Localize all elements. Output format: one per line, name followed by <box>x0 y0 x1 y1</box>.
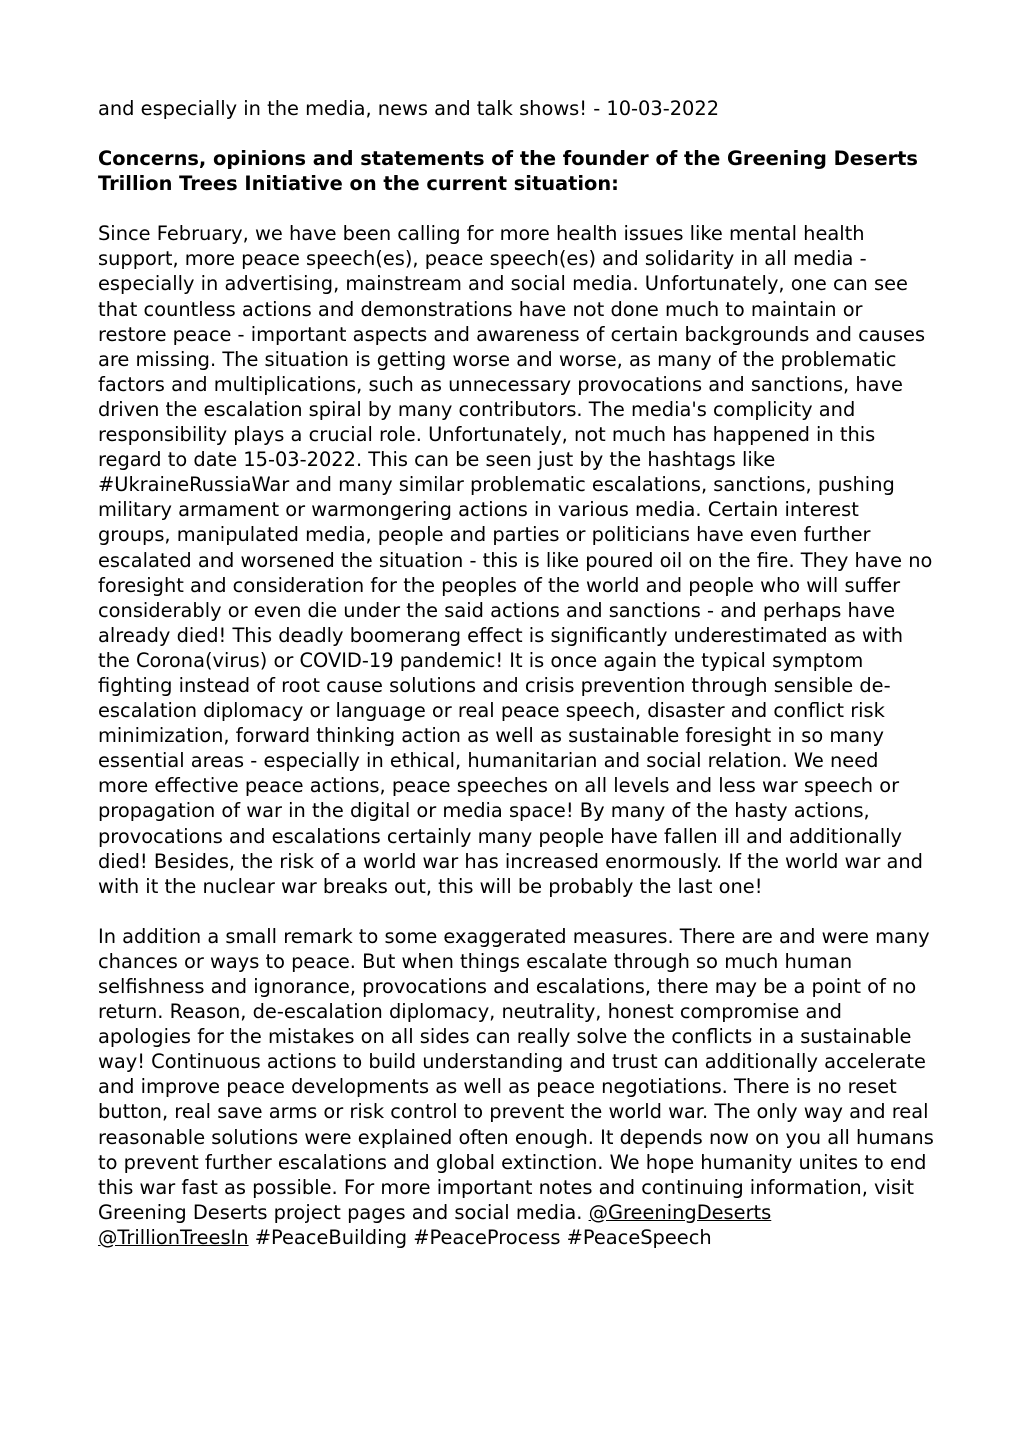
paragraph-1: Since February, we have been calling for more health issues like mental health support, more peace speech(es), peace speech(es) and solidarity in all media - especially in advertising, mainstream and social media. Unfortunately, one can see that countless actions and demonstrations have not done much to maintain or restore peace - important aspects and awareness of certain backgrounds and causes are missing. The situation is getting worse and worse, as many of the problematic factors and multiplications, such as unnecessary provocations and sanctions, have driven the escalation spiral by many contributors. The media's complicity and responsibility plays a crucial role. Unfortunately, not much has happened in this regard to date 15-03-2022. This can be seen just by the hashtags like #UkraineRussiaWar and many similar problematic escalations, sanctions, pushing military armament or warmongering actions in various media. Certain interest groups, manipulated media, people and parties or politicians have even further escalated and worsened the situation - this is like poured oil on the fire. They have no foresight and consideration for the peoples of the world and people who will suffer considerably or even die under the said actions and sanctions - and perhaps have already died! This deadly boomerang effect is significantly underestimated as with the Corona(virus) or COVID-19 pandemic! It is once again the typical symptom fighting instead of root cause solutions and crisis prevention through sensible de-escalation diplomacy or language or real peace speech, disaster and conflict risk minimization, forward thinking action as well as sustainable foresight in so many essential areas - especially in ethical, humanitarian and social relation. We need more effective peace actions, peace speeches on all levels and less war speech or propagation of war in the digital or media space! By many of the hasty actions, provocations and escalations certainly many people have fallen ill and additionally died! Besides, the risk of a world war has increased enormously. If the world war and with it the nuclear war breaks out, this will be probably the last one! <box>98 222 933 898</box>
greening-deserts-link[interactable]: @GreeningDeserts <box>588 1200 772 1224</box>
intro-line: and especially in the media, news and talk shows! - 10-03-2022 <box>98 97 720 120</box>
document-heading: Concerns, opinions and statements of the founder of the Greening Deserts Trillion Trees Initiative on the current situation: <box>98 147 918 196</box>
hashtags-text: #PeaceBuilding #PeaceProcess #PeaceSpeech <box>248 1225 712 1249</box>
document-page <box>98 96 934 1250</box>
paragraph-2-text: In addition a small remark to some exaggerated measures. There are and were many chances or ways to peace. But when things escalate through so much human selfishness and ignorance, provocations and escalations, there may be a point of no return. Reason, de-escalation diplomacy, neutrality, honest compromise and apologies for the mistakes on all sides can really solve the conflicts in a sustainable way! Continuous actions to build understanding and trust can additionally accelerate and improve peace developments as well as peace negotiations. There is no reset button, real save arms or risk control to prevent the world war. The only way and real reasonable solutions were explained often enough. It depends now on you all humans to prevent further escalations and global extinction. We hope humanity unites to end this war fast as possible. For more important notes and continuing information, visit Greening Deserts project pages and social media. <box>98 924 934 1224</box>
trillion-trees-link[interactable]: @TrillionTreesIn <box>98 1225 249 1249</box>
paragraph-2 <box>98 924 934 1250</box>
